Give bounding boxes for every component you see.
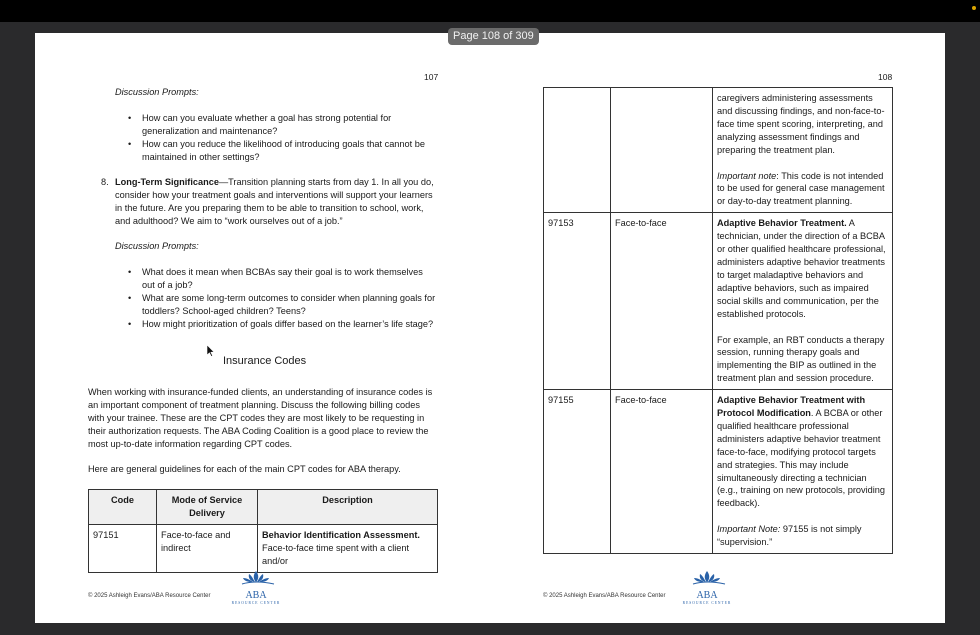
description-cell (713, 88, 893, 213)
description-text: Face-to-face time spent with a client and/or (262, 542, 410, 566)
lotus-icon (228, 569, 284, 587)
aba-logo (228, 569, 284, 607)
description-title: Adaptive Behavior Treatment with Protocol Modification (717, 395, 866, 419)
list-item: • How might prioritization of goals differ based on the learner’s life stage? (128, 318, 438, 331)
column-header-mode: Mode of Service Delivery (157, 490, 258, 525)
code-cell: 97155 (544, 390, 611, 554)
footer-copyright: © 2025 Ashleigh Evans/ABA Resource Center (88, 593, 211, 599)
logo-text: ABA (245, 589, 267, 601)
logo-subtext: RESOURCE CENTER (682, 600, 732, 605)
column-header-code: Code (89, 490, 157, 525)
discussion-prompts-label: Discussion Prompts: (115, 87, 199, 97)
aba-logo (679, 569, 735, 607)
footer-copyright: © 2025 Ashleigh Evans/ABA Resource Center (543, 593, 666, 599)
prompts-list-2 (128, 266, 438, 331)
description-title: Behavior Identification Assessment. (262, 529, 420, 540)
cpt-codes-table-continued (543, 87, 893, 554)
column-header-description: Description (258, 490, 438, 525)
recording-indicator-icon (972, 6, 976, 10)
note-label: Important note (717, 170, 777, 181)
description-text: caregivers administering assessments and discussing findings, and non-face-to-face time spent scoring, interpreting, and analyzing assessment findings and preparing the treatment plan. (717, 93, 885, 155)
list-item: • What does it mean when BCBAs say their goal is to work themselves out of a job? (128, 266, 438, 292)
table-row (544, 88, 893, 213)
document-viewer[interactable] (35, 33, 945, 623)
item-text: —Transition planning starts from day 1. In all you do, consider how your treatment goals and interventions will support your learners in the future. Are you preparing them to be able to transition to school, work, and adulthood? We aim to “work ourselves out of a job.” (115, 177, 434, 226)
table-row (89, 524, 438, 572)
mode-cell: Face-to-face (611, 390, 713, 554)
table-header-row (89, 490, 438, 525)
important-note (717, 523, 888, 549)
note-label: Important Note: (717, 524, 781, 535)
description-cell (713, 213, 893, 390)
paragraph: Here are general guidelines for each of the main CPT codes for ABA therapy. (88, 464, 401, 474)
cpt-codes-table (88, 489, 438, 573)
description-cell (713, 390, 893, 554)
description-text (717, 394, 888, 510)
note-text: 97155 is not simply “supervision.” (717, 524, 862, 548)
window-top-bar (0, 0, 980, 22)
prompts-list-1 (128, 112, 428, 164)
page-number: 108 (878, 72, 893, 82)
code-cell: 97153 (544, 213, 611, 390)
page-108 (490, 33, 945, 623)
description-body: A technician, under the direction of a BCBA or other qualified healthcare professional, administers adaptive behavior treatments to target maladaptive behaviors and adaptive behaviors, such as impaired social skills and communication, per the established protocols. (717, 218, 886, 319)
description-body: . A BCBA or other qualified healthcare professional administers adaptive behavior treatment face-to-face, modifying protocol targets and strategies. This may include simultaneously directing a technician (e.g., training on new protocols, providing feedback). (717, 408, 886, 509)
mode-cell: Face-to-face and indirect (157, 524, 258, 572)
item-title: Long-Term Significance (115, 177, 219, 187)
mode-cell: Face-to-face (611, 213, 713, 390)
table-row (544, 213, 893, 390)
paragraph: When working with insurance-funded clients, an understanding of insurance codes is an important component of treatment planning. Discuss the following billing codes with your trainee. These are the CPT codes they are most likely to be requesting in their authorization requests. The ABA Coding Coalition is a good place to review the most up-to-date information regarding CPT codes. (88, 387, 433, 449)
description-example: For example, an RBT conducts a therapy session, running therapy goals and implementing the BIP as outlined in the treatment plan and session procedure. (717, 334, 885, 384)
table-row (544, 390, 893, 554)
logo-subtext: RESOURCE CENTER (231, 600, 281, 605)
list-item: • How can you evaluate whether a goal has strong potential for generalization and maintenance? (128, 112, 428, 138)
mode-cell (611, 88, 713, 213)
page-107 (35, 33, 490, 623)
logo-text: ABA (696, 589, 718, 601)
description-title: Adaptive Behavior Treatment. (717, 218, 847, 229)
code-cell: 97151 (89, 524, 157, 572)
code-cell (544, 88, 611, 213)
page-number: 107 (424, 72, 439, 82)
important-note (717, 170, 888, 209)
discussion-prompts-label: Discussion Prompts: (115, 241, 199, 251)
description-text (717, 217, 888, 320)
list-item: • What are some long-term outcomes to consider when planning goals for toddlers? School-aged children? Teens? (128, 292, 438, 318)
page-indicator: Page 108 of 309 (448, 28, 539, 45)
mouse-pointer-icon (207, 345, 215, 357)
list-item: • How can you reduce the likelihood of introducing goals that cannot be maintained in other settings? (128, 138, 428, 164)
description-cell (258, 524, 438, 572)
numbered-item-8 (101, 176, 441, 228)
note-text: : This code is not intended to be used for general case management or day-to-day treatment planning. (717, 170, 885, 207)
item-number: 8. (101, 177, 109, 187)
section-heading: Insurance Codes (223, 355, 307, 367)
lotus-icon (679, 569, 735, 587)
